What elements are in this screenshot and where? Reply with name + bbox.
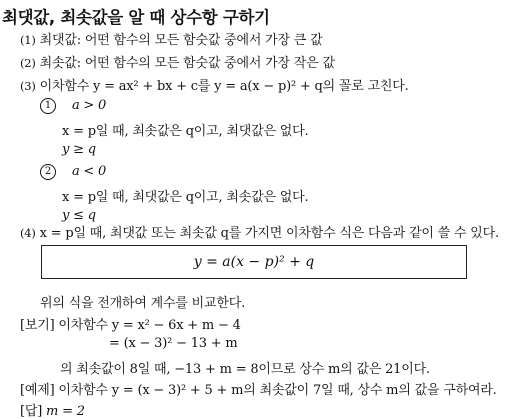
- condition-text: a > 0: [71, 98, 107, 113]
- formula-text: y = a(x − p)² + q: [193, 254, 315, 270]
- item-number: (2): [20, 56, 36, 70]
- circled-number: 1: [40, 98, 56, 114]
- example-text: 이차함수 y = x² − 6x + m − 4: [58, 318, 241, 333]
- condition-text: a < 0: [71, 164, 107, 179]
- item-4: [20, 222, 499, 241]
- exercise-line: [20, 379, 497, 398]
- example-line1: [20, 314, 241, 333]
- page-title: 최댓값, 최솟값을 알 때 상수항 구하기: [2, 8, 270, 27]
- example-line2: = (x − 3)² − 13 + m: [109, 336, 238, 351]
- item-text: 최댓값: 어떤 함수의 모든 함숫값 중에서 가장 큰 값: [39, 33, 323, 48]
- exercise-text: 이차함수 y = (x − 3)² + 5 + m의 최솟값이 7일 때, 상수 m의 값을 구하여라.: [58, 383, 497, 398]
- item-number: (1): [20, 33, 36, 47]
- case-2-line2: y ≤ q: [62, 208, 96, 223]
- case-2-condition: [40, 164, 106, 180]
- item-text: 이차함수 y = ax² + bx + c를 y = a(x − p)² + q의 꼴로 고친다.: [39, 79, 409, 94]
- item-3: [20, 75, 409, 94]
- case-1-condition: [40, 98, 106, 114]
- example-label: [보기]: [20, 318, 55, 333]
- case-2-line1: x = p일 때, 최댓값은 q이고, 최솟값은 없다.: [62, 190, 309, 205]
- formula-box: [41, 245, 467, 279]
- answer-text: m = 2: [46, 404, 85, 419]
- item-2: [20, 52, 335, 71]
- case-1-line2: y ≥ q: [62, 142, 96, 157]
- item-number: (3): [20, 79, 36, 93]
- item-number: (4): [20, 226, 36, 240]
- item-text: x = p일 때, 최댓값 또는 최솟값 q를 가지면 이차함수 식은 다음과 같이 쓸 수 있다.: [39, 226, 499, 241]
- item-1: [20, 29, 322, 48]
- item-text: 최솟값: 어떤 함수의 모든 함숫값 중에서 가장 작은 값: [39, 56, 335, 71]
- expand-note: 위의 식을 전개하여 계수를 비교한다.: [40, 296, 246, 311]
- case-1-line1: x = p일 때, 최솟값은 q이고, 최댓값은 없다.: [62, 124, 309, 139]
- answer-line: [20, 400, 85, 419]
- circled-number: 2: [40, 164, 56, 180]
- example-line3: 의 최솟값이 8일 때, −13 + m = 8이므로 상수 m의 값은 21이다.: [60, 362, 430, 377]
- answer-label: [답]: [20, 404, 43, 419]
- exercise-label: [예제]: [20, 383, 55, 398]
